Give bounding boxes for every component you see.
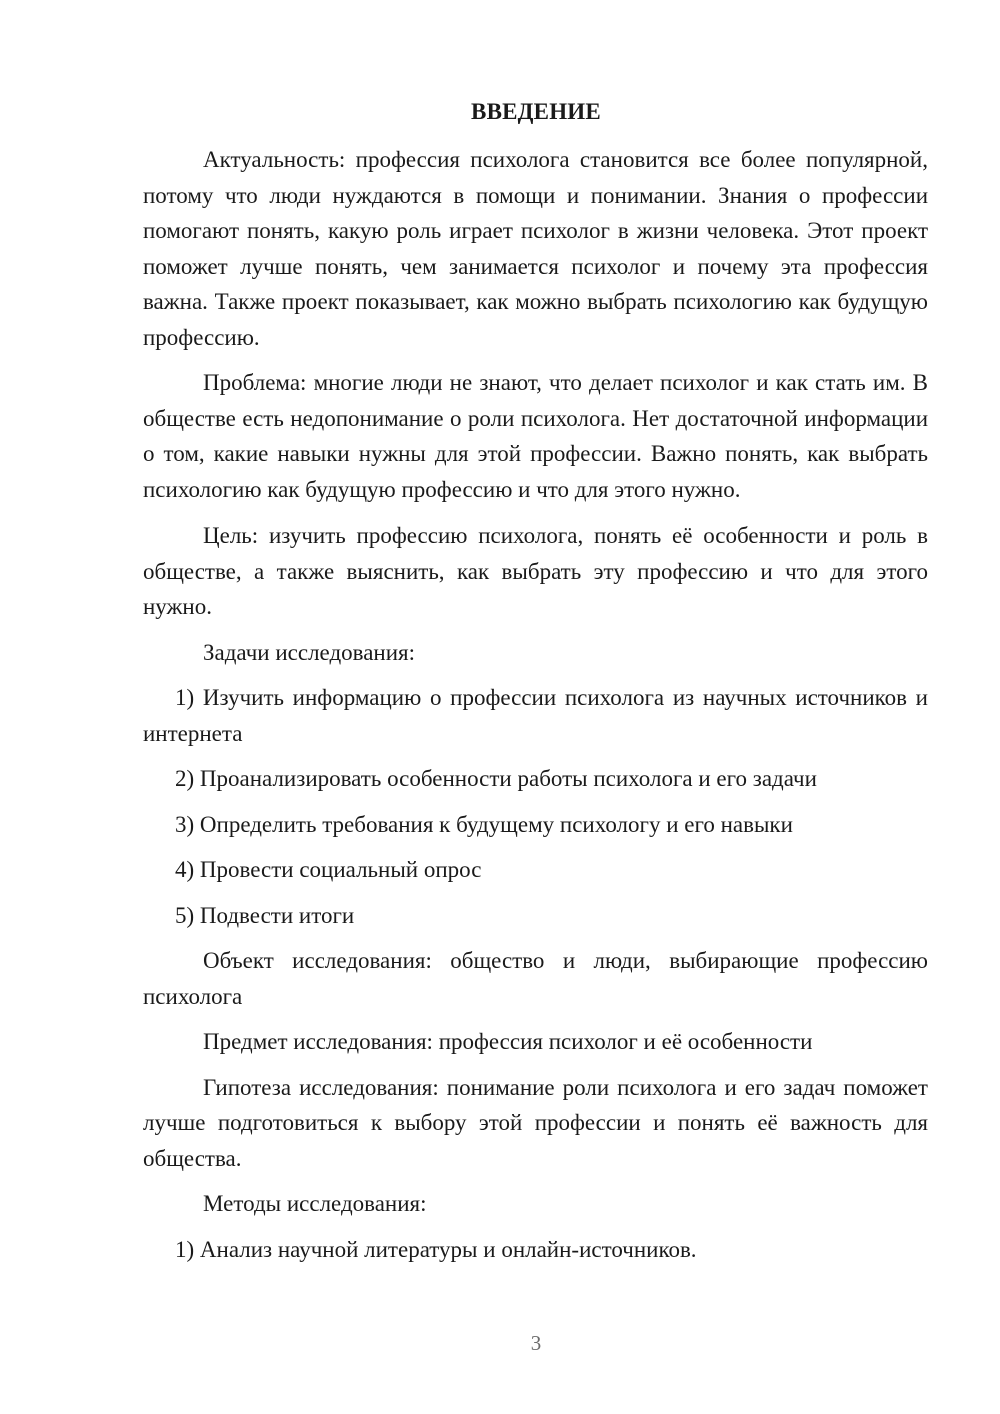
relevance-paragraph: Актуальность: профессия психолога становится все более популярной, потому что люди нуждаются в помощи и понимании. Знания о профессии помогают понять, какую роль играет психолог в жизни человека. Этот проект поможет лучше понять, чем занимается психолог и почему эта профессия важна. Также проект показывает, как можно выбрать психологию как будущую профессию. (143, 147, 928, 350)
problem-paragraph: Проблема: многие люди не знают, что делает психолог и как стать им. В обществе есть недопонимание о роли психолога. Нет достаточной информации о том, какие навыки нужны для этой профессии. Важно понять, как выбрать психологию как будущую профессию и что для этого нужно. (143, 370, 928, 502)
page-number: 3 (530, 1331, 542, 1355)
method-item: 1) Анализ научной литературы и онлайн-источников. (175, 1236, 697, 1262)
task-item: 4) Провести социальный опрос (175, 857, 482, 882)
goal-paragraph: Цель: изучить профессию психолога, понять её особенности и роль в обществе, а также выяснить, как выбрать эту профессию и что для этого нужно. (143, 523, 928, 619)
task-item: 2) Проанализировать особенности работы психолога и его задачи (175, 766, 817, 791)
methods-heading: Методы исследования: (203, 1191, 427, 1216)
document-body (143, 142, 928, 1267)
task-item: 5) Подвести итоги (175, 902, 355, 928)
task-item: 3) Определить требования к будущему психологу и его навыки (175, 811, 793, 837)
task-item: 1) Изучить информацию о профессии психолога из научных источников и интернета (143, 685, 928, 746)
tasks-heading: Задачи исследования: (203, 639, 416, 665)
page-title: ВВЕДЕНИЕ (471, 99, 601, 124)
hypothesis-paragraph: Гипотеза исследования: понимание роли психолога и его задач поможет лучше подготовиться к выбору этой профессии и понять её важность для общества. (143, 1074, 928, 1171)
object-paragraph: Объект исследования: общество и люди, выбирающие профессию психолога (143, 948, 928, 1009)
subject-paragraph: Предмет исследования: профессия психолог и её особенности (203, 1029, 813, 1054)
